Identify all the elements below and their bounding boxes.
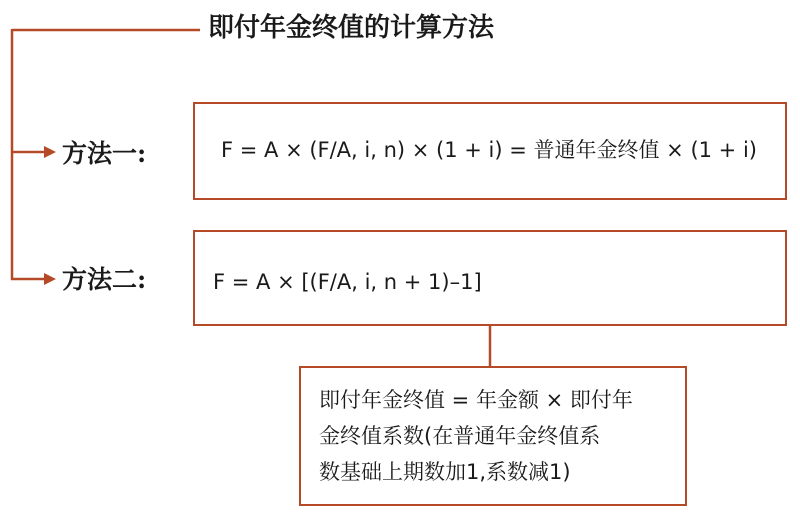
- diagram-title: 即付年金终值的计算方法: [208, 13, 495, 43]
- method1-formula: F = A × (F/A, i, n) × (1 + i) = 普通年金终值 × (1 + i): [221, 138, 757, 162]
- method2-arrow-head: [44, 273, 56, 285]
- note-text: [319, 382, 671, 490]
- method2-formula-box: [193, 230, 787, 326]
- note-line-2: 金终值系数(在普通年金终值系: [319, 424, 601, 448]
- method1-label: 方法一:: [62, 139, 147, 168]
- note-line-3: 数基础上期数加1,系数减1): [319, 460, 571, 484]
- method2-label: 方法二:: [62, 265, 147, 294]
- note-box: [299, 366, 687, 506]
- note-line-1: 即付年金终值 = 年金额 × 即付年: [319, 388, 633, 412]
- method2-formula: F = A × [(F/A, i, n + 1)–1]: [213, 270, 482, 294]
- method1-formula-box: [193, 102, 787, 200]
- method1-arrow-head: [44, 146, 56, 158]
